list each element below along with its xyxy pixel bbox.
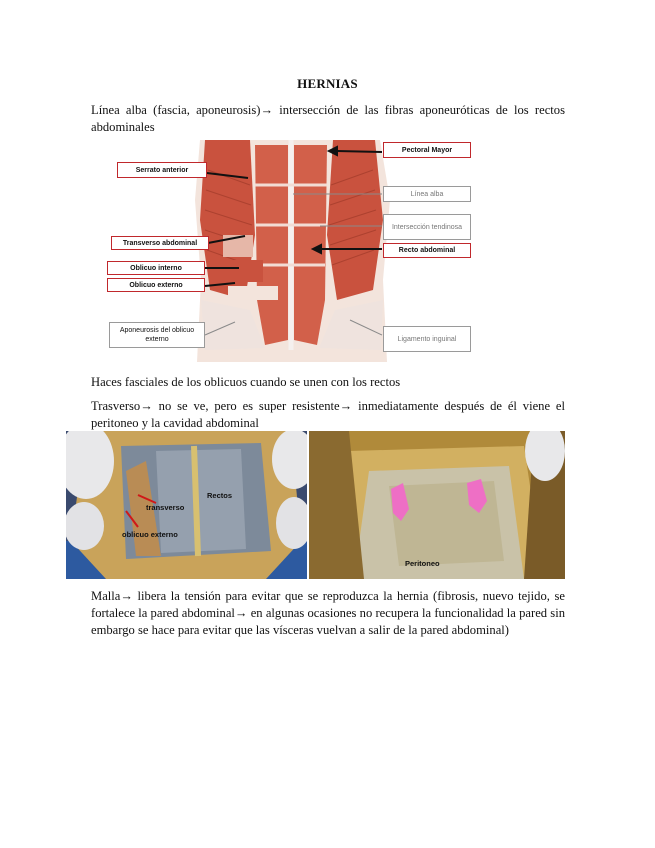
paragraph-trasverso: Trasverso→ no se ve, pero es super resistente→ inmediatamente después de él viene el peritoneo y la cavidad abdominal [91, 399, 565, 430]
label-linea-alba: Línea alba [383, 186, 471, 202]
page-title: HERNIAS [297, 76, 358, 91]
label-serrato-anterior: Serrato anterior [117, 162, 207, 178]
label-transverso: transverso [146, 503, 185, 512]
label-oblicuo-externo-photo: oblicuo externo [122, 530, 178, 539]
label-recto-abdominal: Recto abdominal [383, 243, 471, 258]
label-peritoneo: Peritoneo [405, 559, 440, 568]
label-aponeurosis-oblicuo-externo: Aponeurosis del oblicuo externo [109, 322, 205, 348]
abdominal-muscles-figure [105, 140, 477, 362]
paragraph-linea-alba: Línea alba (fascia, aponeurosis)→ intersección de las fibras aponeuróticas de los rectos abdominales [91, 103, 565, 134]
label-oblicuo-externo: Oblicuo externo [107, 278, 205, 292]
surgical-photo-rectos-image [66, 431, 307, 579]
label-rectos: Rectos [207, 491, 233, 500]
label-pectoral-mayor: Pectoral Mayor [383, 142, 471, 158]
label-ligamento-inguinal: Ligamento inguinal [383, 326, 471, 352]
surgical-photo-rectos [66, 431, 307, 579]
paragraph-haces-fasciales: Haces fasciales de los oblicuos cuando se unen con los rectos [91, 375, 401, 389]
surgical-photo-peritoneo [309, 431, 565, 579]
label-interseccion-tendinosa: Intersección tendinosa [383, 214, 471, 240]
surgical-photo-peritoneo-image [309, 431, 565, 579]
label-transverso-abdominal: Transverso abdominal [111, 236, 209, 250]
label-oblicuo-interno: Oblicuo interno [107, 261, 205, 275]
paragraph-malla: Malla→ libera la tensión para evitar que se reproduzca la hernia (fibrosis, nuevo tejido, se fortalece la pared abdominal→ en algunas ocasiones no recupera la funcionalidad la pared sin embargo se hace para evitar que las vísceras vuelvan a salir de la pared abdominal) [91, 589, 565, 637]
